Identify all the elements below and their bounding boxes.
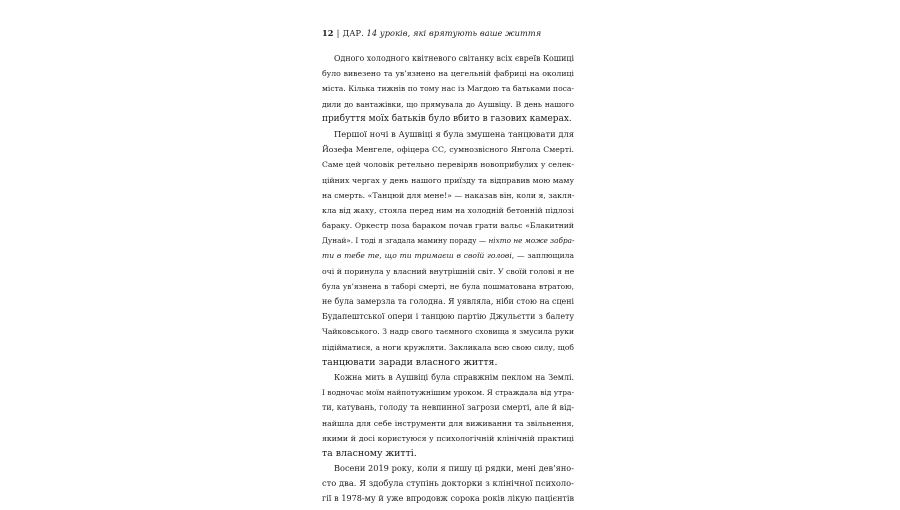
text-segment: Дунай». І тоді я згадала мамину пораду — xyxy=(322,236,489,246)
text-line: Восени 2019 року, коли я пишу ці рядки, мені дев’яно- xyxy=(334,463,574,474)
running-head xyxy=(322,28,574,39)
text-line: Одного холодного квітневого світанку всіх євреїв Кошиці xyxy=(334,54,574,63)
book-title-subtitle: 14 уроків, які врятують ваше життя xyxy=(363,28,542,38)
text-line: Саме цей чоловік ретельно перевіряв новоприбулих у селек- xyxy=(322,160,574,170)
text-line: ти, катувань, голоду та невпинної загрози смерті, але й від- xyxy=(322,403,574,413)
book-title xyxy=(342,28,541,38)
text-line: бараку. Оркестр поза бараком почав грати вальс «Блакитний xyxy=(322,221,574,231)
page-number: 12 xyxy=(322,28,334,38)
text-line: була ув’язнена в таборі смерті, не була пошматована втратою, xyxy=(322,281,574,291)
text-line: Першої ночі в Аушвіці я була змушена танцювати для xyxy=(334,128,574,139)
text-line xyxy=(322,233,574,248)
text-line xyxy=(322,248,574,263)
text-line: сто два. Я здобула ступінь докторки з клінічної психоло- xyxy=(322,478,574,489)
text-line: Будапештської опери і танцюю партію Джульєтти з балету xyxy=(322,312,574,322)
header-separator: | xyxy=(336,28,340,38)
text-line: прибуття моїх батьків було вбито в газових камерах. xyxy=(322,113,572,124)
text-line: танцювати заради власного життя. xyxy=(322,356,498,368)
italic-segment: ніхто не може забра- xyxy=(488,236,575,246)
italic-segment: ти в тебе те, що ти тримаєш в своїй голові xyxy=(322,251,512,261)
text-line: найшла для себе інструменти для виживання та звільнення, xyxy=(322,418,574,428)
text-line: міста. Кілька тижнів по тому нас із Магдою та батьками поса- xyxy=(322,84,574,94)
text-line: очі й поринула у власний внутрішній світ. У своїй голові я не xyxy=(322,266,575,276)
text-line: Йозефа Менгеле, офіцера СС, сумнозвісного Янгола Смерті. xyxy=(322,145,574,155)
text-line: Чайковського. З надр свого таємного сховища я змусила руки xyxy=(322,327,574,337)
text-line: кла від жаху, стояла перед ним на холодній бетонній підлозі xyxy=(322,205,574,215)
text-segment: , — заплющила xyxy=(511,251,574,261)
text-line: не була замерзла та голодна. Я уявляла, ніби стою на сцені xyxy=(322,297,574,306)
text-line: на смерть. «Танцюй для мене!» — наказав він, коли я, закля- xyxy=(322,190,575,200)
book-title-short: ДАР. xyxy=(342,28,364,38)
text-line: та власному житті. xyxy=(322,447,417,459)
text-line: підійматися, а ноги кружляти. Закликала всю свою силу, щоб xyxy=(322,342,574,352)
text-line: гії в 1978-му й уже впродовж сорока років лікую пацієнтів xyxy=(322,494,574,504)
text-line: якими й досі користуюся у психологічній клінічній практиці xyxy=(322,433,574,443)
text-line: І водночас моїм найпотужнішим уроком. Я страждала від утра- xyxy=(322,388,574,398)
text-line: ційних чергах у день нашого приїзду та відправив мою маму xyxy=(322,175,574,185)
text-line: дили до вантажівки, що прямувала до Аушвіцу. В день нашого xyxy=(322,99,574,109)
text-line: було вивезено та ув’язнено на цегельній фабриці на околиці xyxy=(322,69,574,79)
body-text xyxy=(322,51,574,507)
book-page xyxy=(322,28,574,507)
text-line: Кожна мить в Аушвіці була справжнім пеклом на Землі. xyxy=(334,372,574,382)
